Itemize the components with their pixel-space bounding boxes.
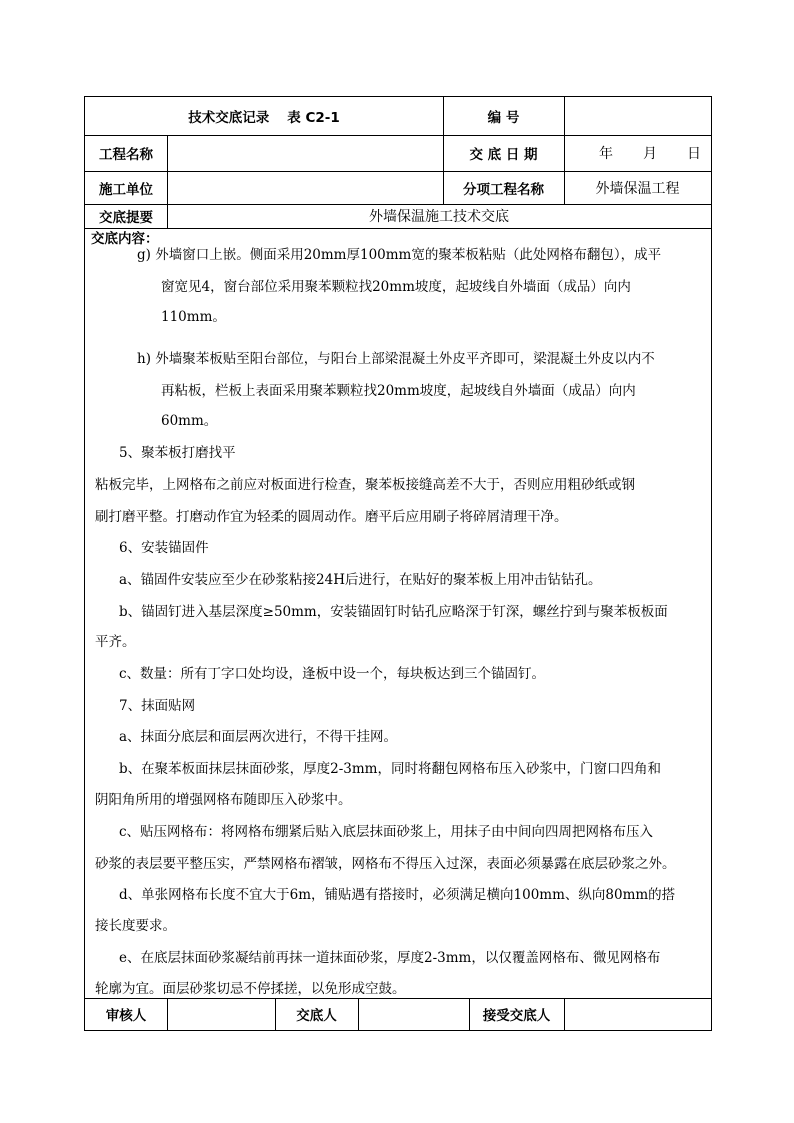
serial-label: 编 号 [487, 110, 520, 126]
content-line: 刷打磨平整。打磨动作宜为轻柔的圆周动作。磨平后应用刷子将碎屑清理干净。 [95, 509, 568, 525]
content-line: c、数量：所有丁字口处均设，逢板中设一个，每块板达到三个锚固钉。 [119, 666, 546, 682]
content-line: c、贴压网格布：将网格布绷紧后贴入底层抹面砂浆上，用抹子由中间向四周把网格布压入 [119, 824, 654, 840]
content-line: b、在聚苯板面抹层抹面砂浆，厚度2-3mm，同时将翻包网格布压入砂浆中，门窗口四角和 [119, 761, 661, 777]
date-value[interactable] [564, 135, 711, 171]
reviewer-label: 审核人 [105, 1008, 147, 1024]
content-line: 再粘板，栏板上表面采用聚苯颗粒找20mm坡度，起坡线自外墙面（成品）向内 [161, 383, 636, 399]
content-line: 7、抹面贴网 [119, 698, 196, 714]
content-line: 接长度要求。 [95, 918, 176, 934]
serial-value[interactable] [564, 97, 711, 135]
receiver-label: 接受交底人 [482, 1008, 551, 1024]
presenter-label: 交底人 [296, 1008, 337, 1024]
content-line: b、锚固钉进入基层深度≥50mm，安装锚固钉时钻孔应略深于钉深，螺丝拧到与聚苯板板面 [119, 604, 668, 620]
content-line: g) 外墙窗口上嵌。侧面采用20mm厚100mm宽的聚苯板粘贴（此处网格布翻包），成平 [137, 247, 662, 263]
content-line: 砂浆的表层要平整压实，严禁网格布褶皱，网格布不得压入过深，表面必须暴露在底层砂浆之外。 [95, 856, 676, 872]
disclosure-form [84, 96, 712, 1031]
content-line: d、单张网格布长度不宜大于6m，铺贴遇有搭接时，必须满足横向100mm、纵向80mm的搭 [119, 887, 676, 903]
content-line: 粘板完毕，上网格布之前应对板面进行检查，聚苯板接缝高差不大于，否则应用粗砂纸或钢 [95, 477, 635, 493]
project-name-value[interactable] [167, 135, 443, 171]
sub-project-label: 分项工程名称 [463, 181, 544, 198]
sub-project-value[interactable]: 外墙保温工程 [595, 180, 680, 197]
date-month: 月 [643, 146, 657, 162]
form-number: 表 C2-1 [287, 110, 340, 126]
content-line: 平齐。 [95, 634, 136, 650]
content-line: 阴阳角所用的增强网格布随即压入砂浆中。 [95, 792, 352, 808]
content-line: h) 外墙聚苯板贴至阳台部位，与阳台上部梁混凝土外皮平齐即可，梁混凝土外皮以内不 [137, 351, 655, 367]
receiver-value[interactable] [564, 998, 711, 1030]
disclosure-content [85, 229, 711, 999]
date-label: 交 底 日 期 [469, 147, 538, 163]
unit-label: 施工单位 [99, 181, 153, 198]
project-name-label: 工程名称 [99, 147, 153, 163]
summary-value[interactable]: 外墙保温施工技术交底 [369, 209, 509, 225]
content-line: a、抹面分底层和面层两次进行，不得干挂网。 [119, 729, 398, 745]
reviewer-value[interactable] [167, 998, 275, 1030]
content-line: 5、聚苯板打磨找平 [119, 445, 236, 461]
content-line: 轮廓为宜。面层砂浆切忌不停揉搓，以免形成空鼓。 [95, 981, 406, 997]
content-line: a、锚固件安装应至少在砂浆粘接24H后进行，在贴好的聚苯板上用冲击钻钻孔。 [119, 572, 602, 588]
date-year: 年 [599, 146, 613, 162]
date-day: 日 [687, 146, 701, 162]
unit-value[interactable] [167, 171, 443, 204]
form-title-text: 技术交底记录 [188, 110, 270, 126]
summary-label: 交底提要 [99, 210, 153, 226]
form-title [85, 97, 443, 135]
content-line: 6、安装锚固件 [119, 540, 209, 556]
content-line: 窗宽见4，窗台部位采用聚苯颗粒找20mm坡度，起坡线自外墙面（成品）向内 [161, 279, 631, 295]
content-line: e、在底层抹面砂浆凝结前再抹一道抹面砂浆，厚度2-3mm，以仅覆盖网格布、微见网格布 [119, 950, 661, 966]
content-title: 交底内容： [91, 231, 159, 247]
content-line: 110mm。 [161, 309, 226, 325]
presenter-value[interactable] [358, 998, 469, 1030]
content-line: 60mm。 [161, 413, 218, 429]
